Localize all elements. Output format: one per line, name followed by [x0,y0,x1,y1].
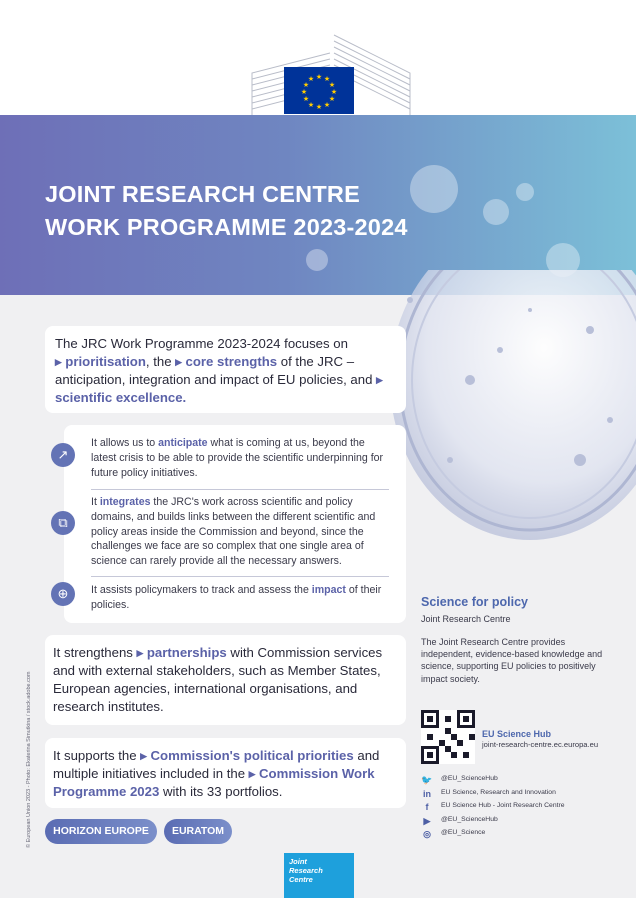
svg-text:★: ★ [315,103,323,111]
bullet-integration: It integrates the JRC's work across scientific and policy domains, and builds links between the different scientific and policy areas inside the Commission and beyond, since the challenges we face are so complex that one single area of science can rarely provide all the necessary answers. [91,496,376,568]
social-youtube[interactable]: ▶ @EU_ScienceHub [421,815,621,827]
bubble-decoration [516,183,534,201]
impact-icon: ⊕ [51,582,75,606]
integrate-icon: ⧉ [51,511,75,535]
svg-text:★: ★ [307,75,315,83]
divider [91,489,389,490]
title-banner [0,115,636,295]
svg-text:★: ★ [323,101,331,109]
svg-text:★: ★ [330,88,338,96]
svg-text:★: ★ [315,73,323,81]
bubble-decoration [306,249,328,271]
intro-text: The JRC Work Programme 2023-2024 focuses on ▸ prioritisation, the ▸ core strengths of the JRC – anticipation, integration and impact of EU policies, and ▸ scientific excellence. [55,336,383,405]
partnerships-text: It strengthens ▸ partnerships with Commission services and with external stakeholders, such as Member States, European agencies, international organisations, and research institutes. [53,645,383,714]
svg-text:★: ★ [302,81,310,89]
eu-science-hub-link[interactable]: joint-research-centre.ec.europa.eu [482,740,599,749]
svg-text:★: ★ [307,101,315,109]
intro-card [45,326,406,413]
social-instagram[interactable]: ◎ @EU_Science [421,828,621,840]
svg-text:★: ★ [328,95,336,103]
bubble-decoration [483,199,509,225]
divider [91,576,389,577]
qr-code-icon[interactable] [421,710,475,764]
eu-science-hub-label: EU Science Hub [482,729,552,739]
social-facebook[interactable]: f EU Science Hub - Joint Research Centre [421,801,621,813]
priorities-text: It supports the ▸ Commission's political priorities and multiple initiatives included in the ▸ Commission Work Programme 2023 with its 33 portfolios. [53,748,380,799]
science-for-policy-heading: Science for policy [421,595,528,609]
twitter-icon: 🐦 [421,775,433,785]
horizon-europe-badge: HORIZON EUROPE [45,819,157,844]
petri-dish-illustration [380,270,636,570]
bullet-impact: It assists policymakers to track and assess the impact of their policies. [91,584,382,611]
svg-text:★: ★ [323,75,331,83]
page-title: JOINT RESEARCH CENTRE WORK PROGRAMME 2023-2024 [45,181,408,240]
strengths-card [64,425,406,623]
svg-text:★: ★ [302,95,310,103]
anticipate-icon: ↗ [51,443,75,467]
photo-credit: © European Union 2023 - Photo: Ekaterina Simutkina / stock.adobe.com [26,671,32,848]
jrc-subheading: Joint Research Centre [421,614,511,624]
linkedin-icon: in [423,789,431,799]
priorities-card [45,738,406,808]
social-linkedin[interactable]: in EU Science, Research and Innovation [423,789,556,799]
facebook-icon: f [425,802,429,812]
svg-text:★: ★ [328,81,336,89]
eu-flag-icon [284,67,354,114]
social-twitter[interactable]: 🐦 @EU_ScienceHub [421,775,498,785]
euratom-badge: EURATOM [164,819,232,844]
jrc-logo: Joint Research Centre [284,853,354,898]
youtube-icon: ▶ [423,816,431,826]
partnerships-card [45,635,406,725]
bullet-anticipation: It allows us to anticipate what is coming at us, beyond the latest crisis to be able to provide the scientific underpinning for future policy initiatives. [91,437,384,479]
bubble-decoration [410,165,458,213]
instagram-icon: ◎ [423,829,431,839]
jrc-description: The Joint Research Centre provides independent, evidence-based knowledge and science, supporting EU policies to positively impact society. [421,637,603,684]
svg-text:★: ★ [300,88,308,96]
